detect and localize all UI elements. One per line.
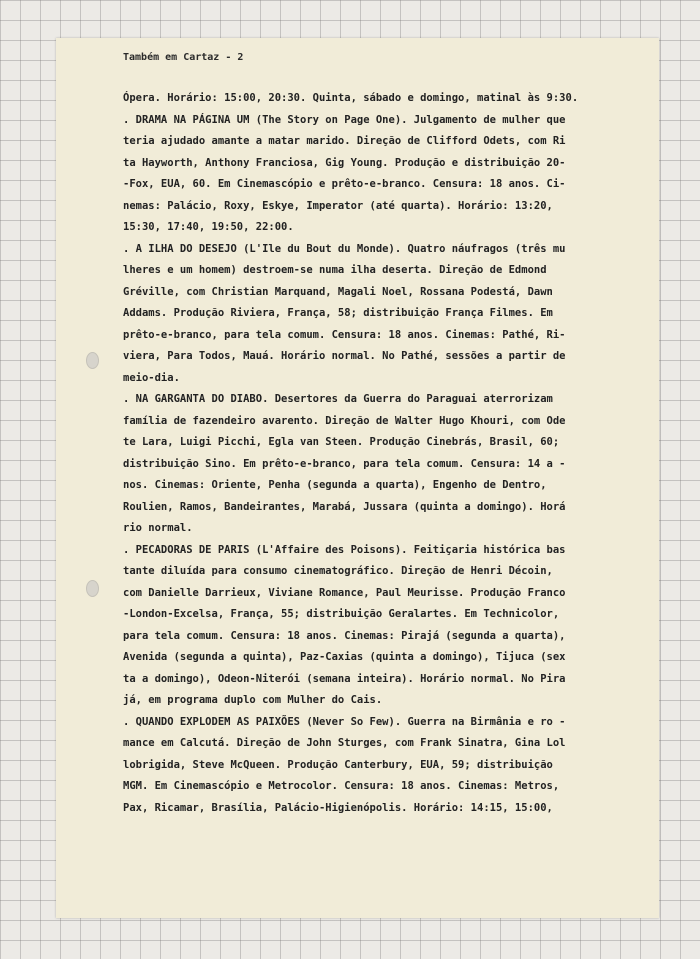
text-line: lobrigida, Steve McQueen. Produção Canterbury, EUA, 59; distribuição [123,758,553,771]
text-line: . DRAMA NA PÁGINA UM (The Story on Page One). Julgamento de mulher que [123,113,566,126]
text-line: tante diluída para consumo cinematográfico. Direção de Henri Décoin, [123,565,553,577]
text-line: -Fox, EUA, 60. Em Cinemascópio e prêto-e-branco. Censura: 18 anos. Ci- [123,178,566,190]
text-line: ta Hayworth, Anthony Franciosa, Gig Young. Produção e distribuição 20- [123,156,566,169]
text-line: te Lara, Luigi Picchi, Egla van Steen. Produção Cinebrás, Brasil, 60; [123,436,560,448]
punch-hole-bottom [86,580,99,597]
text-line: nemas: Palácio, Roxy, Eskye, Imperator (até quarta). Horário: 13:20, [123,199,553,212]
text-line: MGM. Em Cinemascópio e Metrocolor. Censura: 18 anos. Cinemas: Metros, [123,780,560,792]
text-line: ta a domingo), Odeon-Niterói (semana inteira). Horário normal. No Pira [123,672,566,685]
text-line: -London-Excelsa, França, 55; distribuição Geralartes. Em Technicolor, [123,608,560,620]
text-line: . PECADORAS DE PARIS (L'Affaire des Poisons). Feitiçaria histórica bas [123,543,566,556]
text-line: teria ajudado amante a matar marido. Direção de Clifford Odets, com Ri [123,135,566,147]
text-line: Ópera. Horário: 15:00, 20:30. Quinta, sábado e domingo, matinal às 9:30. [123,92,579,104]
text-line: . QUANDO EXPLODEM AS PAIXÕES (Never So Few). Guerra na Birmânia e ro - [123,715,566,728]
text-line: . A ILHA DO DESEJO (L'Ile du Bout du Monde). Quatro náufragos (três mu [123,242,566,255]
punch-hole-top [86,352,99,369]
page-header: Também em Cartaz - 2 [123,52,244,63]
text-line: já, em programa duplo com Mulher do Cais. [123,694,383,706]
text-line: mance em Calcutá. Direção de John Sturges, com Frank Sinatra, Gina Lol [123,737,566,749]
text-line: família de fazendeiro avarento. Direção de Walter Hugo Khouri, com Ode [123,414,566,427]
text-line: meio-dia. [123,371,180,384]
text-line: distribuição Sino. Em prêto-e-branco, para tela comum. Censura: 14 a - [123,457,566,470]
text-line: Addams. Produção Riviera, França, 58; distribuição França Filmes. Em [123,307,553,319]
text-line: Gréville, com Christian Marquand, Magali Noel, Rossana Podestá, Dawn [123,285,553,298]
text-line: lheres e um homem) destroem-se numa ilha deserta. Direção de Edmond [123,264,547,276]
text-line: nos. Cinemas: Oriente, Penha (segunda a quarta), Engenho de Dentro, [123,479,547,491]
text-line: rio normal. [123,522,193,534]
document-body [123,88,663,819]
text-line: viera, Para Todos, Mauá. Horário normal. No Pathé, sessões a partir de [123,350,566,362]
text-line: com Danielle Darrieux, Viviane Romance, Paul Meurisse. Produção Franco [123,586,566,599]
text-line: Roulien, Ramos, Bandeirantes, Marabá, Jussara (quinta a domingo). Horá [123,500,566,513]
text-line: 15:30, 17:40, 19:50, 22:00. [123,221,294,233]
text-line: Avenida (segunda a quinta), Paz-Caxias (quinta a domingo), Tijuca (sex [123,651,566,663]
text-line: Pax, Ricamar, Brasília, Palácio-Higienópolis. Horário: 14:15, 15:00, [123,801,553,814]
text-line: para tela comum. Censura: 18 anos. Cinemas: Pirajá (segunda a quarta), [123,629,566,642]
text-line: prêto-e-branco, para tela comum. Censura: 18 anos. Cinemas: Pathé, Ri- [123,328,566,341]
text-line: . NA GARGANTA DO DIABO. Desertores da Guerra do Paraguai aterrorizam [123,393,553,405]
